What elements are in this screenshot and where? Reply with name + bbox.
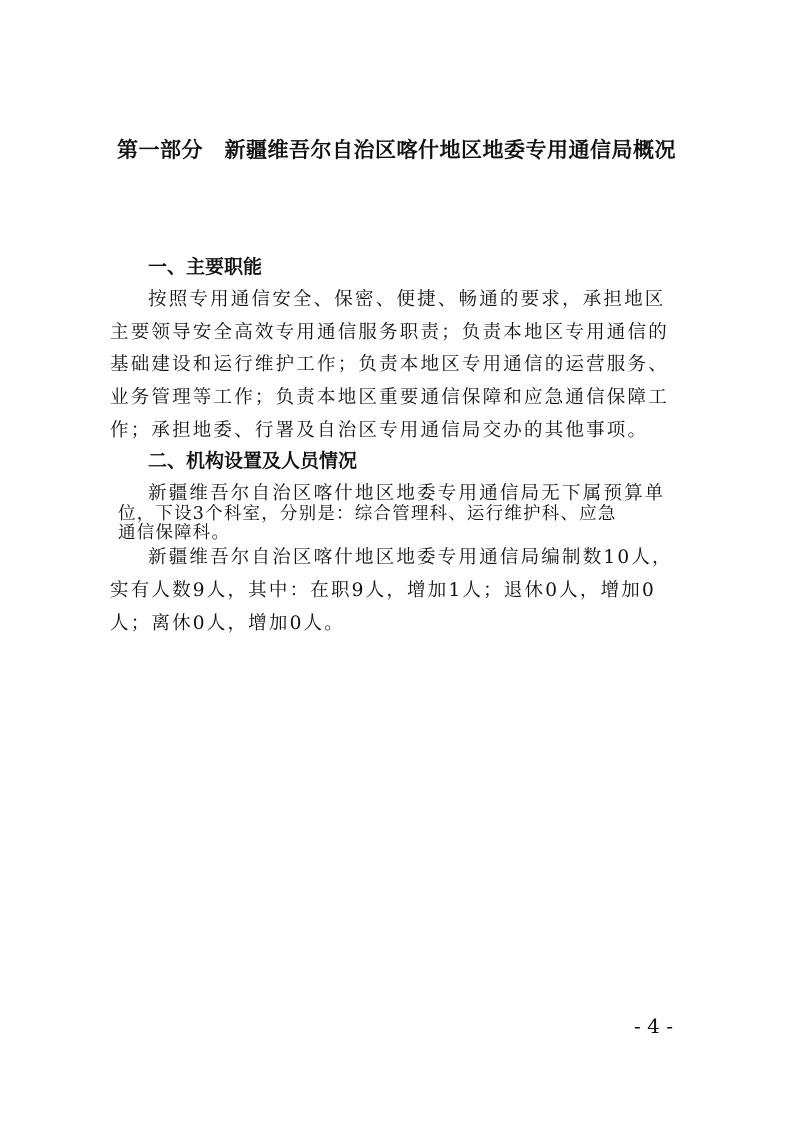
body-line: 作；承担地委、行署及自治区专用通信局交办的其他事项。 xyxy=(110,420,649,441)
body-line: 人；离休0人，增加0人。 xyxy=(110,613,345,634)
body-line: 新疆维吾尔自治区喀什地区地委专用通信局编制数10人， xyxy=(148,547,673,568)
page-title: 第一部分 新疆维吾尔自治区喀什地区地委专用通信局概况 xyxy=(117,138,676,162)
page-number: - 4 - xyxy=(634,1014,673,1038)
body-line: 通信保障科。 xyxy=(118,523,231,543)
body-line: 基础建设和运行维护工作；负责本地区专用通信的运营服务、 xyxy=(110,354,669,375)
body-line: 实有人数9人，其中：在职9人，增加1人；退休0人，增加0 xyxy=(110,580,656,601)
body-line: 业务管理等工作；负责本地区重要通信保障和应急通信保障工 xyxy=(110,387,669,408)
body-line: 新疆维吾尔自治区喀什地区地委专用通信局无下属预算单 xyxy=(148,483,666,504)
body-line: 位，下设3个科室，分别是：综合管理科、运行维护科、应急 xyxy=(118,504,617,524)
body-line: 按照专用通信安全、保密、便捷、畅通的要求，承担地区 xyxy=(148,289,666,310)
body-line: 主要领导安全高效专用通信服务职责；负责本地区专用通信的 xyxy=(110,322,669,343)
section-heading-organization: 二、机构设置及人员情况 xyxy=(148,450,358,472)
section-heading-main-functions: 一、主要职能 xyxy=(148,256,263,278)
